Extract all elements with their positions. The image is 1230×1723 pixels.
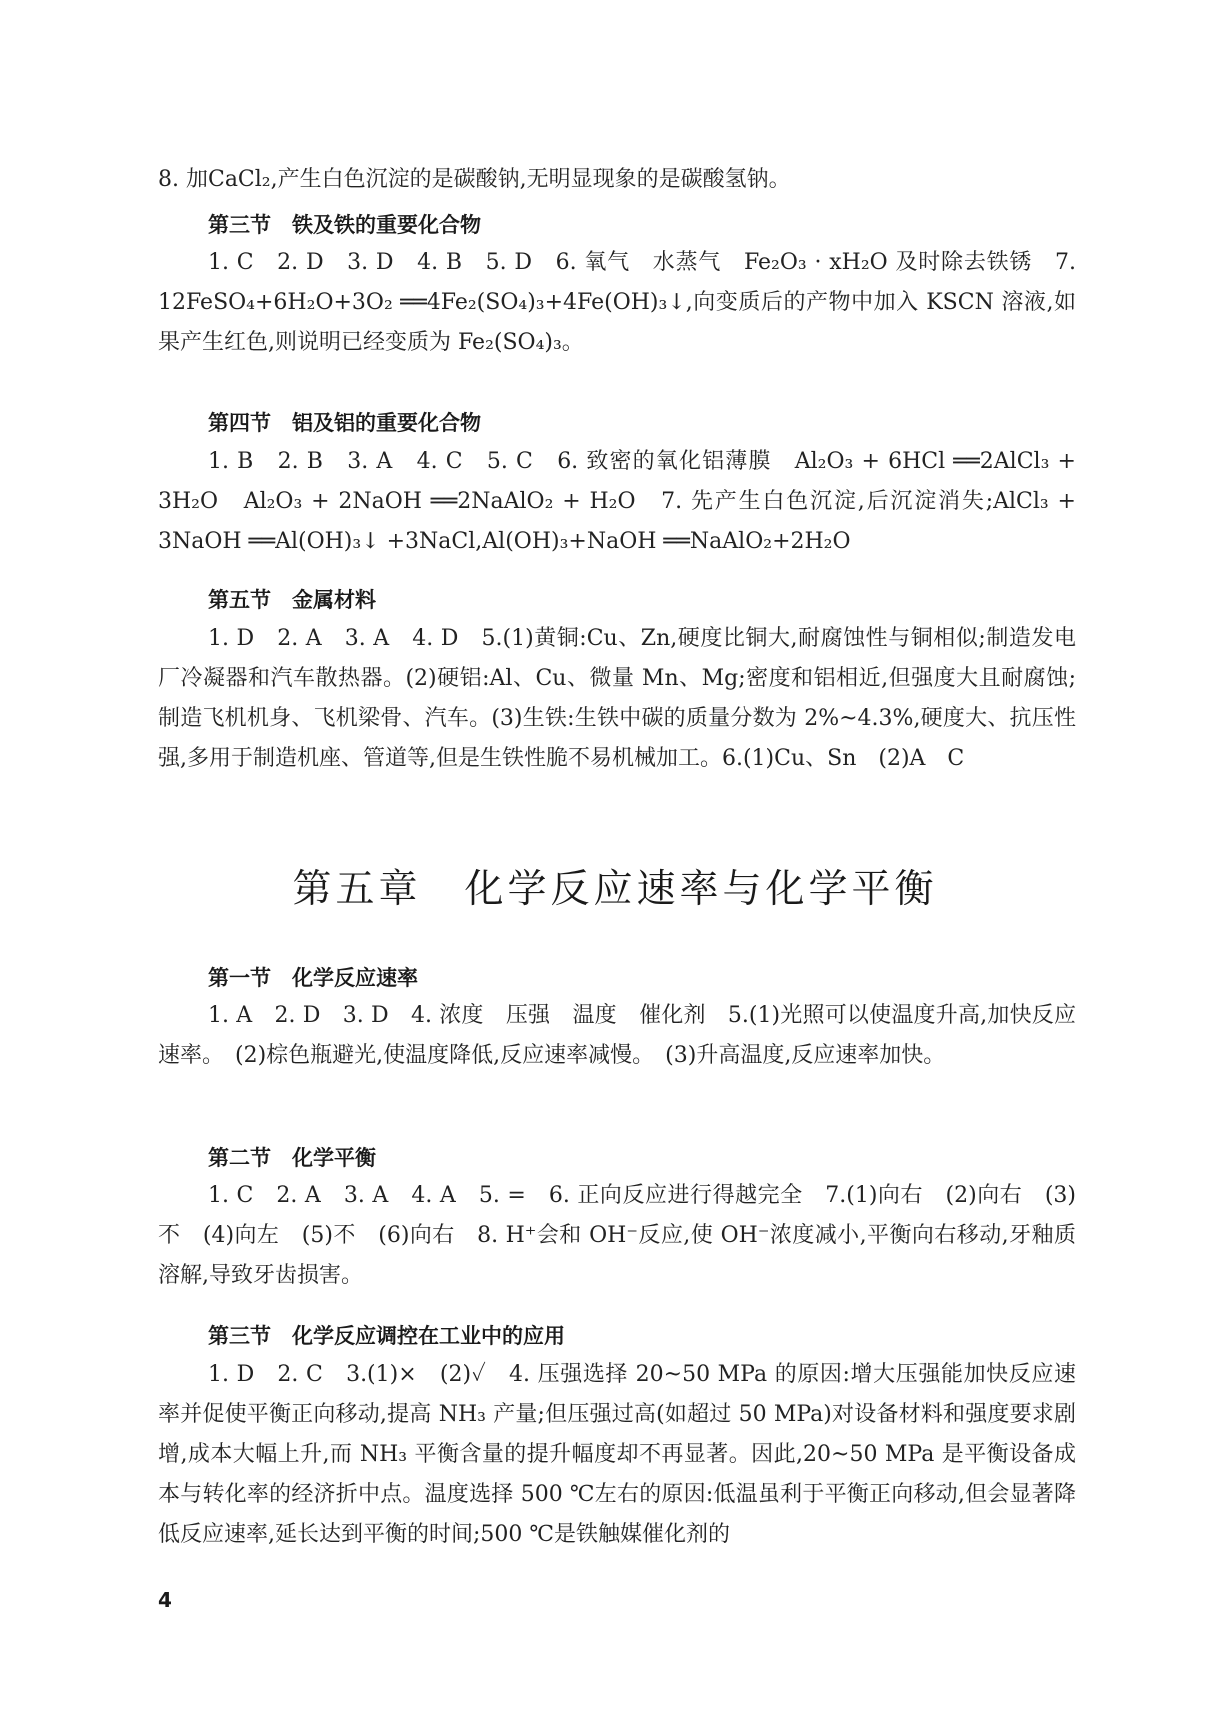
chapter-title: 第五章 化学反应速率与化学平衡 bbox=[292, 867, 938, 912]
section-heading-aluminium-compounds: 第四节 铝及铝的重要化合物 bbox=[208, 411, 481, 435]
answers-metal-materials: 1. D 2. A 3. A 4. D 5.(1)黄铜:Cu、Zn,硬度比铜大,耐腐蚀性与铜相似;制造发电厂冷凝器和汽车散热器。(2)硬铝:Al、Cu、微量 Mn、Mg;密度和铝相近,但强度大且耐腐蚀;制造飞机机身、飞机梁骨、汽车。(3)生铁:生铁中碳的质量分数为 2%~4.3%,硬度大、抗压性强,多用于制造机座、管道等,但是生铁性脆不易机械加工。6.(1)Cu、Sn (2)A C bbox=[158, 626, 1076, 771]
answers-iron-compounds: 1. C 2. D 3. D 4. B 5. D 6. 氧气 水蒸气 Fe₂O₃ · xH₂O 及时除去铁锈 7. 12FeSO₄+6H₂O+3O₂ ══4Fe₂(SO₄)₃+4Fe(OH)₃↓,向变质后的产物中加入 KSCN 溶液,如果产生红色,则说明已经变质为 Fe₂(SO₄)₃。 bbox=[158, 250, 1076, 355]
answer-ch4-sec2-q8: 8. 加CaCl₂,产生白色沉淀的是碳酸钠,无明显现象的是碳酸氢钠。 bbox=[158, 167, 791, 192]
answers-aluminium-compounds: 1. B 2. B 3. A 4. C 5. C 6. 致密的氧化铝薄膜 Al₂O₃ + 6HCl ══2AlCl₃ + 3H₂O Al₂O₃ + 2NaOH ══2NaAlO₂ + H₂O 7. 先产生白色沉淀,后沉淀消失;AlCl₃ + 3NaOH ══Al(OH)₃↓ +3NaCl,Al(OH)₃+NaOH ══NaAlO₂+2H₂O bbox=[158, 449, 1076, 554]
section-heading-metal-materials: 第五节 金属材料 bbox=[208, 588, 376, 612]
answers-reaction-rate: 1. A 2. D 3. D 4. 浓度 压强 温度 催化剂 5.(1)光照可以使温度升高,加快反应速率。 (2)棕色瓶避光,使温度降低,反应速率减慢。 (3)升高温度,反应速率加快。 bbox=[158, 1003, 1076, 1068]
section-heading-reaction-rate: 第一节 化学反应速率 bbox=[208, 966, 418, 990]
answers-industrial-application: 1. D 2. C 3.(1)× (2)✓ 4. 压强选择 20~50 MPa 的原因:增大压强能加快反应速率并促使平衡正向移动,提高 NH₃ 产量;但压强过高(如超过 50 MPa)对设备材料和强度要求剧增,成本大幅上升,而 NH₃ 平衡含量的提升幅度却不再显著。因此,20~50 MPa 是平衡设备成本与转化率的经济折中点。温度选择 500 ℃左右的原因:低温虽利于平衡正向移动,但会显著降低反应速率,延长达到平衡的时间;500 ℃是铁触媒催化剂的 bbox=[158, 1362, 1076, 1547]
section-heading-industrial-application: 第三节 化学反应调控在工业中的应用 bbox=[208, 1324, 565, 1348]
section-heading-chemical-equilibrium: 第二节 化学平衡 bbox=[208, 1146, 376, 1170]
page-number: 4 bbox=[158, 1588, 172, 1612]
answers-chemical-equilibrium: 1. C 2. A 3. A 4. A 5. = 6. 正向反应进行得越完全 7.(1)向右 (2)向右 (3)不 (4)向左 (5)不 (6)向右 8. H⁺会和 OH⁻反应,使 OH⁻浓度减小,平衡向右移动,牙釉质溶解,导致牙齿损害。 bbox=[158, 1183, 1076, 1288]
section-heading-iron-compounds: 第三节 铁及铁的重要化合物 bbox=[208, 213, 481, 237]
